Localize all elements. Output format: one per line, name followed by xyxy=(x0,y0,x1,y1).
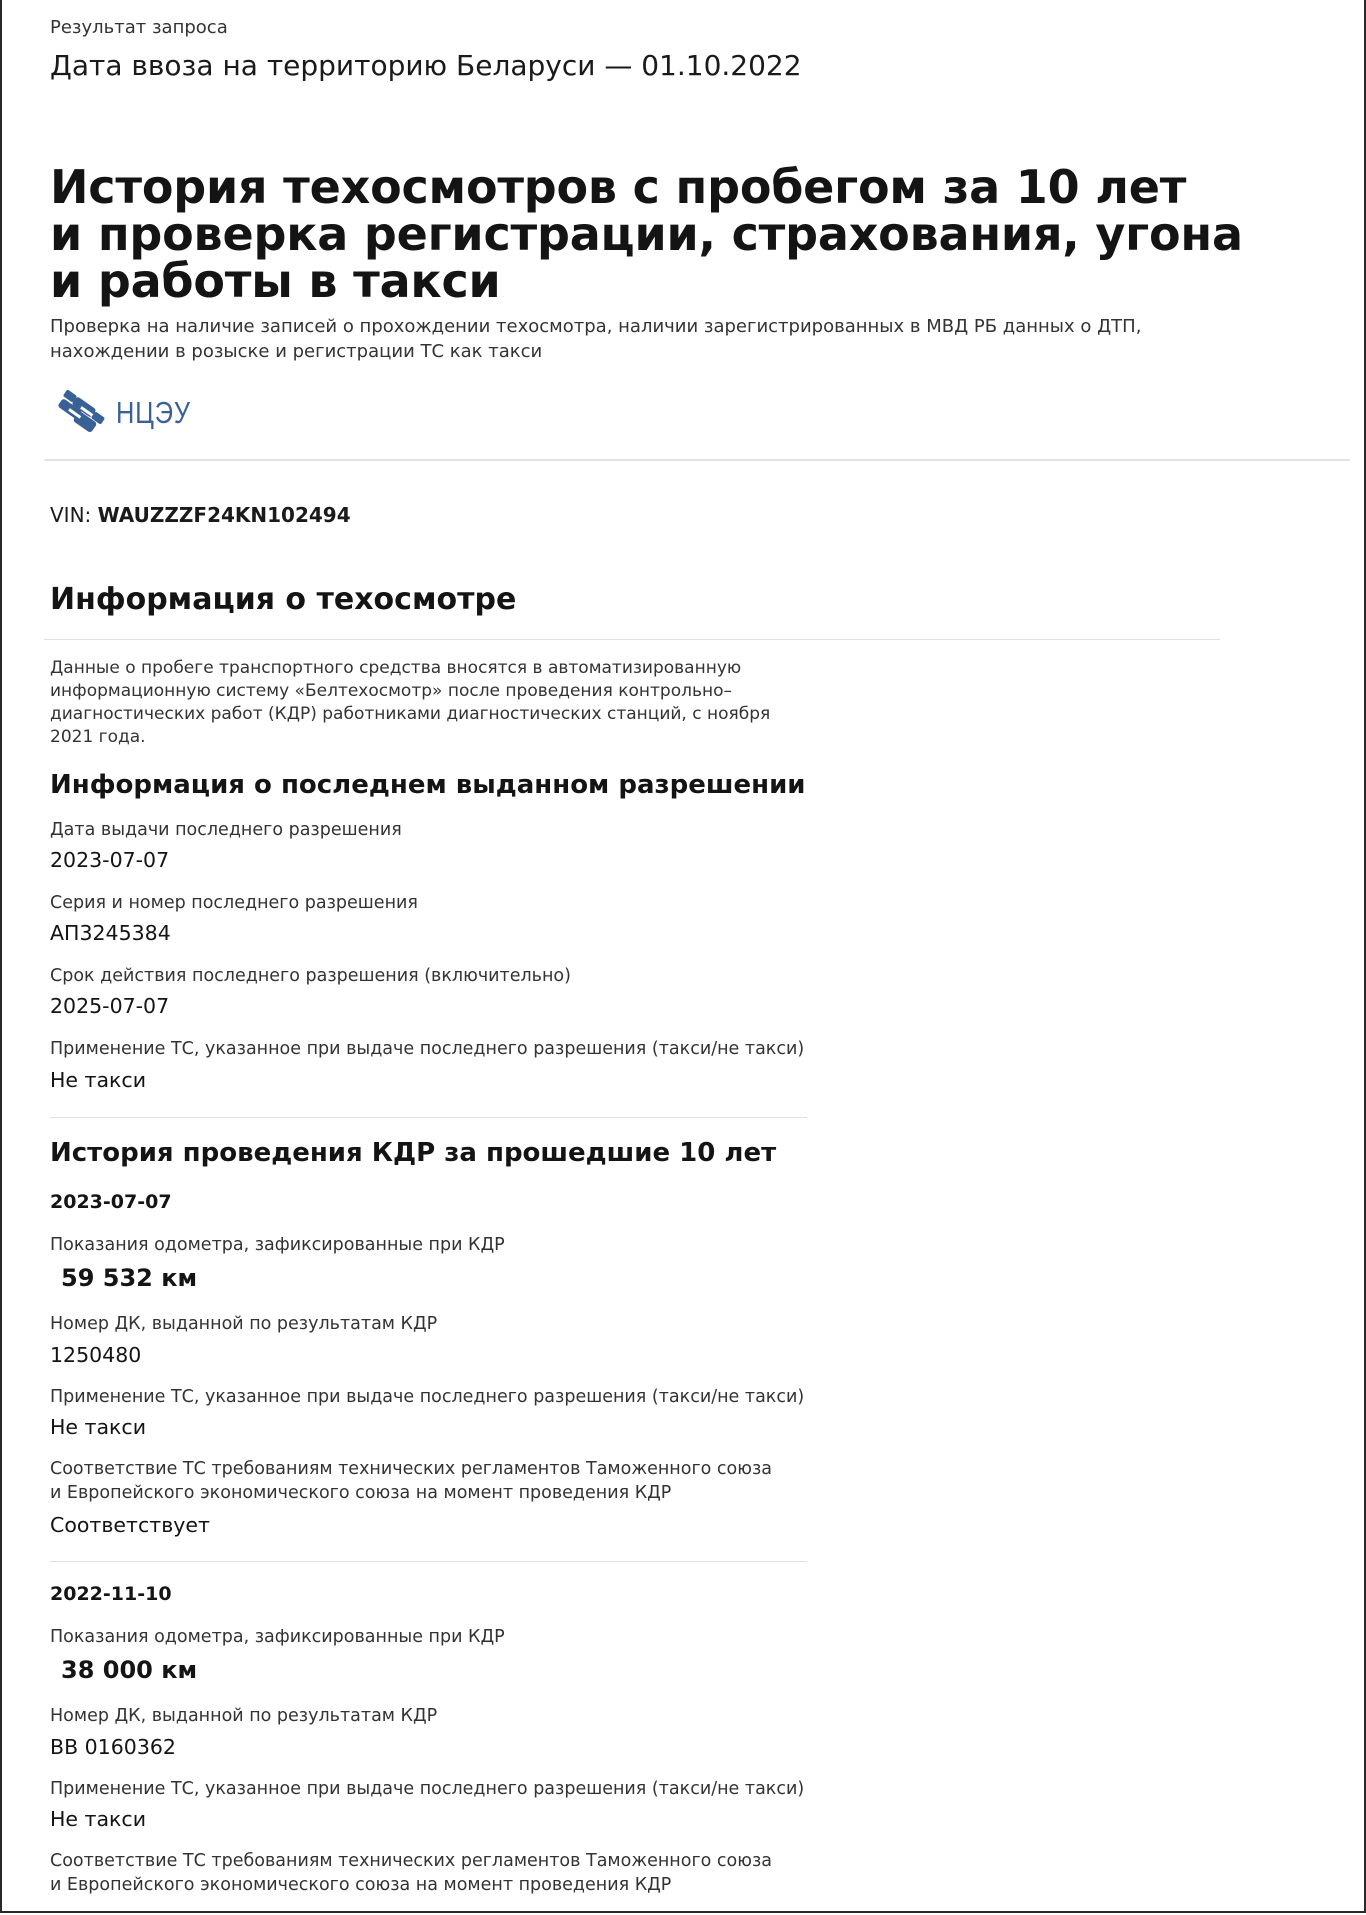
odometer-label: Показания одометра, зафиксированные при КДР xyxy=(50,1235,505,1255)
usage-value: Не такси xyxy=(50,1415,147,1439)
compliance-label xyxy=(50,1457,772,1505)
odometer-value: 59 532 км xyxy=(61,1264,198,1292)
last-permit-title: Информация о последнем выданном разрешении xyxy=(50,770,806,800)
dk-number-value: 1250480 xyxy=(50,1343,142,1367)
page-title-line-1: История техосмотров с пробегом за 10 лет xyxy=(50,160,1187,214)
usage-value: Не такси xyxy=(50,1807,147,1831)
odometer-label: Показания одометра, зафиксированные при КДР xyxy=(50,1627,505,1647)
permit-issue-date-value: 2023-07-07 xyxy=(50,848,170,872)
dk-number-label: Номер ДК, выданной по результатам КДР xyxy=(50,1706,438,1726)
vin-value: WAUZZZF24KN102494 xyxy=(97,503,351,527)
page-title-line-2: и проверка регистрации, страхования, угона xyxy=(50,207,1243,261)
page-title xyxy=(50,160,1243,308)
kdr-history-title: История проведения КДР за прошедшие 10 лет xyxy=(50,1138,777,1168)
page-description xyxy=(50,314,1141,364)
page-description-line-2: нахождении в розыске и регистрации ТС как такси xyxy=(50,341,543,362)
inspection-section-title: Информация о техосмотре xyxy=(50,582,517,617)
permit-issue-date-label: Дата выдачи последнего разрешения xyxy=(50,820,402,840)
dk-number-value: ВВ 0160362 xyxy=(50,1735,176,1759)
odometer-value: 38 000 км xyxy=(61,1656,198,1684)
permit-divider xyxy=(50,1117,807,1118)
vin-label: VIN: xyxy=(50,503,92,527)
permit-number-value: АП3245384 xyxy=(50,921,171,945)
result-kicker: Результат запроса xyxy=(50,17,228,38)
kdr-record-date: 2022-11-10 xyxy=(50,1583,172,1605)
dk-number-label: Номер ДК, выданной по результатам КДР xyxy=(50,1314,438,1334)
ncheu-logo xyxy=(58,390,207,436)
compliance-label-line-2: и Европейского экономического союза на момент проведения КДР xyxy=(50,1875,672,1895)
inspection-note-line-2: информационную систему «Белтехосмотр» после проведения контрольно– xyxy=(50,681,732,701)
permit-validity-label: Срок действия последнего разрешения (включительно) xyxy=(50,966,571,986)
compliance-label-line-1: Соответствие ТС требованиям технических регламентов Таможенного союза xyxy=(50,1851,773,1871)
compliance-label-line-1: Соответствие ТС требованиям технических регламентов Таможенного союза xyxy=(50,1459,773,1479)
record-divider xyxy=(50,1561,807,1562)
compliance-label-line-2: и Европейского экономического союза на момент проведения КДР xyxy=(50,1483,672,1503)
kdr-record-date: 2023-07-07 xyxy=(50,1191,172,1213)
permit-usage-value: Не такси xyxy=(50,1068,147,1092)
inspection-note-line-3: диагностических работ (КДР) работниками диагностических станций, с ноября xyxy=(50,704,771,724)
header-divider xyxy=(44,459,1350,461)
inspection-note-line-4: 2021 года. xyxy=(50,727,146,747)
page-title-line-3: и работы в такси xyxy=(50,254,501,308)
permit-usage-label: Применение ТС, указанное при выдаче последнего разрешения (такси/не такси) xyxy=(50,1039,805,1059)
page-description-line-1: Проверка на наличие записей о прохождении техосмотра, наличии зарегистрированных в МВД РБ данных о ДТП, xyxy=(50,316,1142,337)
ncheu-logo-text: НЦЭУ xyxy=(116,395,191,430)
import-date-heading: Дата ввоза на территорию Беларуси — 01.10.2022 xyxy=(50,49,802,82)
inspection-note xyxy=(50,657,800,749)
compliance-value: Соответствует xyxy=(50,1513,210,1537)
permit-validity-value: 2025-07-07 xyxy=(50,994,170,1018)
permit-number-label: Серия и номер последнего разрешения xyxy=(50,893,418,913)
inspection-note-line-1: Данные о пробеге транспортного средства вносятся в автоматизированную xyxy=(50,658,742,678)
ncheu-logo-icon xyxy=(58,390,108,436)
compliance-label xyxy=(50,1849,772,1897)
inspection-divider xyxy=(44,639,1220,640)
usage-label: Применение ТС, указанное при выдаче последнего разрешения (такси/не такси) xyxy=(50,1779,805,1799)
vin-line xyxy=(50,503,351,527)
usage-label: Применение ТС, указанное при выдаче последнего разрешения (такси/не такси) xyxy=(50,1387,805,1407)
